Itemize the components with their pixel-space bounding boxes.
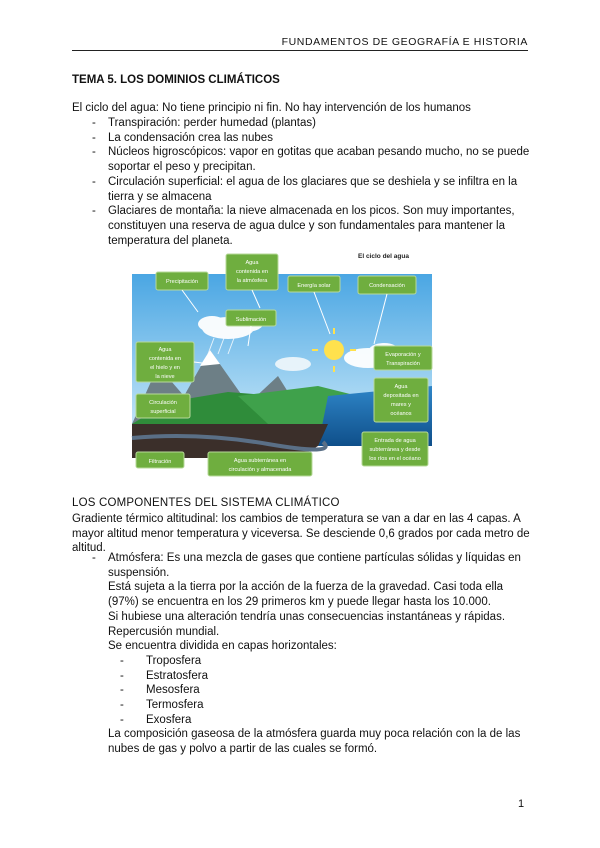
label-precipitacion: Precipitación [165,279,199,285]
label-text: mares y [391,402,411,408]
intro-paragraph: El ciclo del agua: No tiene principio ni fin. No hay intervención de los humanos [72,102,471,114]
label-sublimacion: Sublimación [235,317,267,323]
label-text: contenida en [235,269,269,275]
label-condensacion: Condensación [369,283,405,289]
label-text: circulación y almacenada [228,467,292,473]
sun-icon [324,340,344,360]
list-item: - Glaciares de montaña: la nieve almacenada en los picos. Son muy importantes, constituyen una reserva de agua dulce y son fundamentales para mantener la temperatura del planeta. [92,204,532,248]
list-item: - Mesosfera [120,683,532,698]
label-text: Circulación [149,400,177,406]
label-text: Transpiración [386,361,420,367]
list-item: - La condensación crea las nubes [92,131,532,146]
label-energia: Energía solar [297,283,331,289]
list-item: - Troposfera [120,654,532,669]
running-header: FUNDAMENTOS DE GEOGRAFÍA E HISTORIA [281,36,528,48]
atm-paragraph: Se encuentra dividida en capas horizontales: [108,640,337,653]
label-filtracion: Filtración [148,459,172,465]
water-cycle-diagram [118,246,436,478]
label-text: subterránea y desde [369,447,421,453]
list-item: - Transpiración: perder humedad (plantas) [92,116,532,131]
atm-paragraph: Atmósfera: Es una mezcla de gases que contiene partículas sólidas y líquidas en suspensión. [108,552,521,579]
atm-paragraph: Está sujeta a la tierra por la acción de la fuerza de la gravedad. Casi toda ella (97%) se encuentra en los 29 primeros km y puede llegar hasta los 10.000. [108,581,504,609]
label-text: depositada en [383,393,419,399]
label-text: la atmósfera [236,278,268,284]
page-number: 1 [518,798,525,810]
label-text: Agua subterránea en [233,458,287,464]
label-text: Evaporación y [385,352,421,358]
label-text: Agua [245,260,259,266]
layers-list [108,654,532,728]
header-rule [72,50,528,51]
list-item: - Estratosfera [120,669,532,684]
label-text: Agua [394,384,408,390]
gradient-paragraph: Gradiente térmico altitudinal: los cambios de temperatura se van a dar en las 4 capas. A mayor altitud menor temperatura y viceversa. Se desciende 0,6 grados por cada metro de altitud. [72,513,530,555]
atmosphere-item [92,551,532,757]
label-text: océanos [390,411,412,417]
figure-title: El ciclo del agua [358,253,409,260]
page-title: TEMA 5. LOS DOMINIOS CLIMÁTICOS [72,74,280,86]
water-cycle-list [92,116,532,248]
label-text: Agua [158,347,172,353]
label-text: contenida en [148,356,182,362]
list-item: - Termosfera [120,698,532,713]
list-dash: - [92,552,96,564]
label-text: Entrada de agua [374,438,416,444]
label-text: superficial [150,409,176,415]
list-item: - Núcleos higroscópicos: vapor en gotitas que acaban pesando mucho, no se puede soportar el peso y precipitan. [92,145,532,174]
atm-paragraph: La composición gaseosa de la atmósfera guarda muy poca relación con la de las nubes de gas y polvo a partir de las cuales se formó. [108,728,521,756]
label-text: los ríos en el océano [369,456,421,462]
atm-paragraph: Si hubiese una alteración tendría unas consecuencias instantáneas y rápidas. Repercusión mundial. [108,610,506,638]
label-text: el hielo y en [150,365,180,371]
section-title: LOS COMPONENTES DEL SISTEMA CLIMÁTICO [72,497,340,509]
cloud-icon [275,357,311,371]
list-item: - Exosfera [120,713,532,728]
list-item: - Circulación superficial: el agua de los glaciares que se deshiela y se infiltra en la tierra y se almacena [92,175,532,204]
label-text: la nieve [155,374,175,380]
